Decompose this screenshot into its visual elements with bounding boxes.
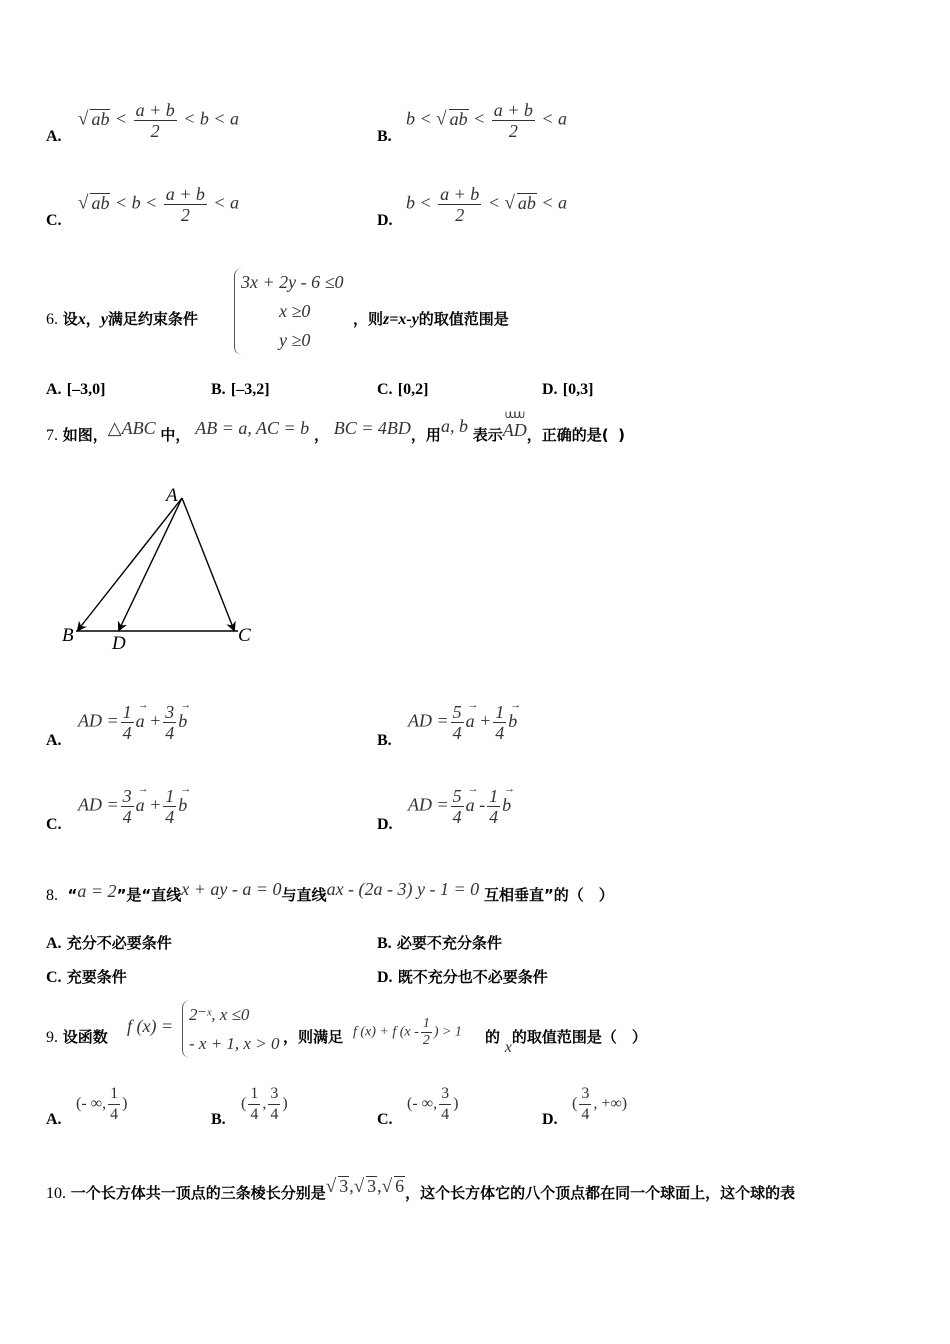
q8-option-c: C. 充要条件 <box>46 968 127 986</box>
q9-option-b-label: B. <box>211 1111 226 1128</box>
vector-ab-line <box>78 498 182 630</box>
q9-option-a-label: A. <box>46 1111 62 1128</box>
q7-text-5: 表示 <box>472 426 503 444</box>
q7-text-6: ，正确的是( <box>526 426 609 444</box>
q9-number: 9. <box>46 1029 58 1046</box>
q9-case-2: - x + 1, x > 0 <box>189 1034 280 1053</box>
q7-given-bc-bd: BC = 4BD <box>333 418 411 438</box>
q10-text-1: 一个长方体共一顶点的三条棱长分别是 <box>70 1184 326 1202</box>
q5-option-b-label: B. <box>377 128 392 145</box>
q6-stem-end <box>353 308 509 329</box>
q7-option-b-math: AD = $\frac{5}{4}$ → a + $\frac{1}{4}$ → b <box>408 698 522 743</box>
q7-text-4: ，用 <box>410 426 441 444</box>
q9-text-1: 设函数 <box>62 1028 108 1046</box>
q7-option-a-math: AD = $\frac{1}{4}$ → a + $\frac{3}{4}$ → b <box>78 698 192 743</box>
q8-option-a: A. 充分不必要条件 <box>46 934 172 952</box>
q9-stem-mid <box>283 1026 343 1047</box>
q8-text-3: 互相垂直”的（ ） <box>483 886 614 904</box>
q6-expression: z=x-y <box>383 311 419 328</box>
q6-constraint-3: y ≥0 <box>279 330 311 350</box>
q6-after-text: ，则 <box>353 310 384 328</box>
q6-tail-text: 的取值范围是 <box>418 310 509 328</box>
q8-quote-open: “ <box>67 886 78 904</box>
q8-text-2: 与直线 <box>281 886 327 904</box>
q8-option-b: B. 必要不充分条件 <box>377 934 502 952</box>
q6-option-a: A. [–3,0] <box>46 381 106 398</box>
q6-var-x: x <box>77 311 86 328</box>
q7-vector-ad: ᑌᑌᑌᑌ AD <box>502 410 527 440</box>
q6-option-d: D. [0,3] <box>542 381 594 398</box>
q5-option-d-math: b < $\frac{a + b}{2}$ < √ ab < a <box>406 184 568 225</box>
vertex-b-label: B <box>62 625 74 646</box>
q9-piecewise <box>182 1000 279 1058</box>
q8-stem <box>46 879 614 905</box>
q9-var-x: x <box>504 1039 512 1056</box>
q8-number: 8. <box>46 887 58 904</box>
q7-triangle-figure <box>58 482 258 657</box>
q8-line-2: ax - (2a - 3) y - 1 = 0 <box>326 879 480 899</box>
q9-option-c-math: (- ∞, $\frac{3}{4}$ ) <box>407 1085 459 1123</box>
q6-comma: ， <box>85 310 101 328</box>
q5-option-a-label: A. <box>46 128 62 145</box>
q9-option-d-math: ( $\frac{3}{4}$ , +∞) <box>572 1085 628 1123</box>
vector-ac-line <box>182 498 234 630</box>
q6-constraint-2: x ≥0 <box>279 301 311 321</box>
q9-inequality: f (x) + f (x - $\frac{1}{2}$ ) > 1 <box>353 1016 462 1048</box>
q5-option-a-math: √ ab < $\frac{a + b}{2}$ < b < a <box>78 100 240 141</box>
q6-prefix: 设 <box>62 310 78 328</box>
q7-option-a-label: A. <box>46 732 62 749</box>
q7-option-c-label: C. <box>46 816 62 833</box>
q7-triangle: △ABC <box>107 418 156 438</box>
point-d-label: D <box>112 633 126 654</box>
q5-option-c-math: √ ab < b < $\frac{a + b}{2}$ < a <box>78 184 240 225</box>
q9-case-1: 2⁻ˣ, x ≤0 <box>189 1005 250 1024</box>
q5-option-b-math: b < √ ab < $\frac{a + b}{2}$ < a <box>406 100 568 141</box>
q7-text-7: ) <box>618 426 625 444</box>
q10-edge-lengths: √ 3,√ 3,√ 6 <box>325 1176 405 1197</box>
q9-stem-start <box>46 1026 108 1047</box>
q10-text-2: ，这个长方体它的八个顶点都在同一个球面上，这个球的表 <box>405 1184 796 1202</box>
q6-constraint-1: 3x + 2y - 6 ≤0 <box>241 272 344 292</box>
q5-option-d-label: D. <box>377 212 393 229</box>
q7-text-3: ， <box>313 426 329 444</box>
q7-text-2: 中， <box>160 426 191 444</box>
q9-option-a-math: (- ∞, $\frac{1}{4}$ ) <box>76 1085 128 1123</box>
q7-option-d-math: AD = $\frac{5}{4}$ → a - $\frac{1}{4}$ → b <box>408 782 516 827</box>
q6-constraint-system <box>234 268 344 355</box>
vertex-a-label: A <box>166 485 178 506</box>
q7-option-c-math: AD = $\frac{3}{4}$ → a + $\frac{1}{4}$ → b <box>78 782 192 827</box>
q7-vectors-ab: a, b <box>440 416 468 436</box>
q8-option-d: D. 既不充分也不必要条件 <box>377 968 548 986</box>
q9-text-2: ，则满足 <box>283 1028 344 1046</box>
vector-ad-line <box>119 498 182 630</box>
q6-mid-text: 满足约束条件 <box>107 310 198 328</box>
q9-option-b-math: ( $\frac{1}{4}$ , $\frac{3}{4}$ ) <box>241 1085 288 1123</box>
q5-option-c-label: C. <box>46 212 62 229</box>
q9-function-name: f (x) = <box>127 1016 174 1036</box>
q9-stem-end <box>485 1026 647 1056</box>
q8-text-1: ”是“直线 <box>116 886 182 904</box>
q7-number: 7. <box>46 427 58 444</box>
q9-option-d-label: D. <box>542 1111 558 1128</box>
q6-number: 6. <box>46 311 58 328</box>
vertex-c-label: C <box>238 625 251 646</box>
q10-number: 10. <box>46 1185 66 1202</box>
q6-var-y: y <box>100 311 108 328</box>
q7-option-b-label: B. <box>377 732 392 749</box>
q6-stem <box>46 308 198 329</box>
q6-option-c: C. [0,2] <box>377 381 429 398</box>
q7-stem <box>46 410 625 445</box>
q9-option-c-label: C. <box>377 1111 393 1128</box>
q7-given-ab-ac: AB = a, AC = b <box>195 418 310 438</box>
q8-line-1: x + ay - a = 0 <box>181 879 282 899</box>
q10-stem <box>46 1176 796 1204</box>
q7-option-d-label: D. <box>377 816 393 833</box>
q9-text-3: 的 <box>485 1028 501 1046</box>
q9-text-4: 的取值范围是（ ） <box>511 1028 647 1046</box>
q8-condition: a = 2 <box>77 881 117 901</box>
q7-text-1: 如图， <box>62 426 108 444</box>
q6-option-b: B. [–3,2] <box>211 381 270 398</box>
